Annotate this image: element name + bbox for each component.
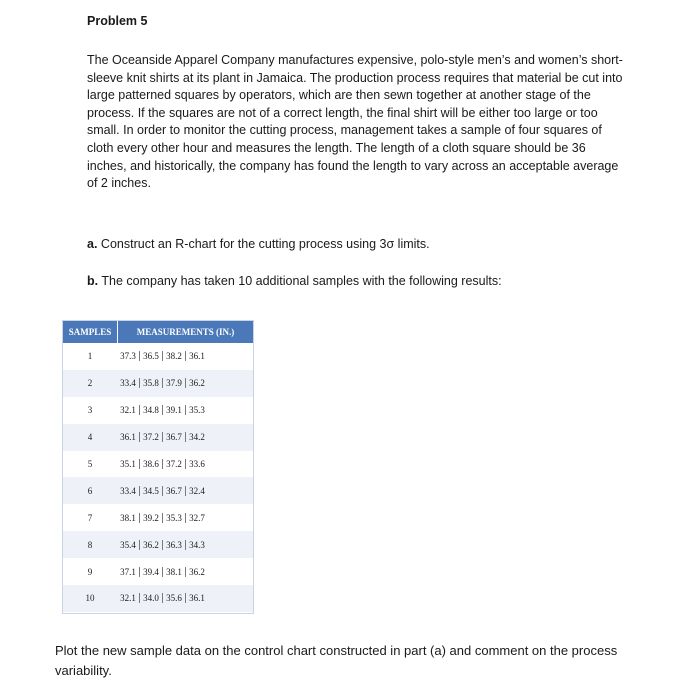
table-row <box>63 504 253 531</box>
measurement-value: 35.1 <box>117 459 140 469</box>
measurement-value: 34.0 <box>140 593 163 603</box>
measurement-value: 36.2 <box>189 566 205 577</box>
measurement-value: 36.1 <box>117 432 140 442</box>
measurement-value: 38.2 <box>163 351 186 361</box>
measurement-value: 36.7 <box>163 486 186 496</box>
table-row <box>63 397 253 424</box>
measurement-value: 35.3 <box>189 405 205 416</box>
measurements-group <box>117 401 208 419</box>
table-row <box>63 531 253 558</box>
part-a-text: Construct an R-chart for the cutting process using 3σ limits. <box>100 237 430 251</box>
measurement-value: 36.1 <box>189 351 205 362</box>
problem-title: Problem 5 <box>87 14 148 28</box>
table-body <box>63 343 253 612</box>
measurements-group <box>117 563 208 581</box>
table-row <box>63 477 253 504</box>
measurement-value: 37.1 <box>117 567 140 577</box>
table-row <box>63 424 253 451</box>
sample-number: 1 <box>87 351 93 362</box>
measurement-value: 32.1 <box>117 593 140 603</box>
measurement-value: 32.1 <box>117 405 140 415</box>
measurements-group <box>117 455 208 473</box>
measurement-value: 38.1 <box>163 567 186 577</box>
measurements-group <box>117 589 208 607</box>
part-a <box>87 237 430 251</box>
table-row <box>63 451 253 478</box>
measurement-value: 37.2 <box>140 432 163 442</box>
sample-number: 9 <box>87 566 93 577</box>
sample-number: 3 <box>87 405 93 416</box>
measurement-value: 39.4 <box>140 567 163 577</box>
measurement-value: 39.1 <box>163 405 186 415</box>
measurement-value: 35.6 <box>163 593 186 603</box>
measurement-value: 33.6 <box>189 459 205 469</box>
measurement-value: 36.7 <box>163 432 186 442</box>
measurement-value: 37.3 <box>117 351 140 361</box>
measurement-value: 38.1 <box>117 513 140 523</box>
header-measurements: MEASUREMENTS (IN.) <box>136 327 235 337</box>
measurement-value: 36.3 <box>163 540 186 550</box>
measurement-value: 39.2 <box>140 513 163 523</box>
measurements-group <box>117 428 208 446</box>
part-a-label: a. <box>87 237 98 251</box>
measurements-group <box>117 536 208 554</box>
problem-description: The Oceanside Apparel Company manufactures expensive, polo-style men’s and women’s short-sleeve knit shirts at its plant in Jamaica. The production process requires that material be cut into large patterned squares by operators, which are then sewn together at another stage of the process. If the squares are not of a correct length, the final shirt will be either too large or too small. In order to monitor the cutting process, management takes a sample of four squares of cloth every other hour and measures the length. The length of a cloth square should be 36 inches, and historically, the company has found the length to vary across an acceptable average of 2 inches. <box>87 53 623 191</box>
measurement-value: 33.4 <box>117 378 140 388</box>
measurement-value: 32.4 <box>189 485 205 496</box>
measurements-group <box>117 509 208 527</box>
sample-number: 2 <box>87 378 93 389</box>
measurement-value: 33.4 <box>117 486 140 496</box>
sample-number: 10 <box>85 593 95 604</box>
table-row <box>63 585 253 612</box>
measurement-value: 32.7 <box>189 512 205 523</box>
sample-number: 8 <box>87 539 93 550</box>
measurement-value: 36.1 <box>189 593 205 604</box>
table-header <box>63 321 253 343</box>
table-row <box>63 558 253 585</box>
part-b <box>87 274 502 288</box>
header-samples: SAMPLES <box>63 321 118 343</box>
measurement-value: 34.8 <box>140 405 163 415</box>
measurement-value: 36.2 <box>189 378 205 389</box>
measurements-table <box>62 320 254 614</box>
measurement-value: 35.4 <box>117 540 140 550</box>
sample-number: 6 <box>87 485 93 496</box>
measurement-value: 37.9 <box>163 378 186 388</box>
part-b-text: The company has taken 10 additional samples with the following results: <box>101 274 502 288</box>
closing-instruction: Plot the new sample data on the control chart constructed in part (a) and comment on the process variability. <box>55 643 618 678</box>
measurement-value: 36.2 <box>140 540 163 550</box>
sample-number: 4 <box>87 432 93 443</box>
measurement-value: 34.3 <box>189 539 205 550</box>
measurements-group <box>117 374 208 392</box>
sample-number: 5 <box>87 459 93 469</box>
table-row <box>63 370 253 397</box>
measurements-group <box>117 347 208 365</box>
measurement-value: 38.6 <box>140 459 163 469</box>
measurement-value: 35.8 <box>140 378 163 388</box>
measurement-value: 36.5 <box>140 351 163 361</box>
measurement-value: 34.5 <box>140 486 163 496</box>
measurement-value: 34.2 <box>189 432 205 443</box>
measurement-value: 37.2 <box>163 459 186 469</box>
part-b-label: b. <box>87 274 99 288</box>
measurements-group <box>117 482 208 500</box>
table-row <box>63 343 253 370</box>
sample-number: 7 <box>87 512 93 523</box>
measurement-value: 35.3 <box>163 513 186 523</box>
